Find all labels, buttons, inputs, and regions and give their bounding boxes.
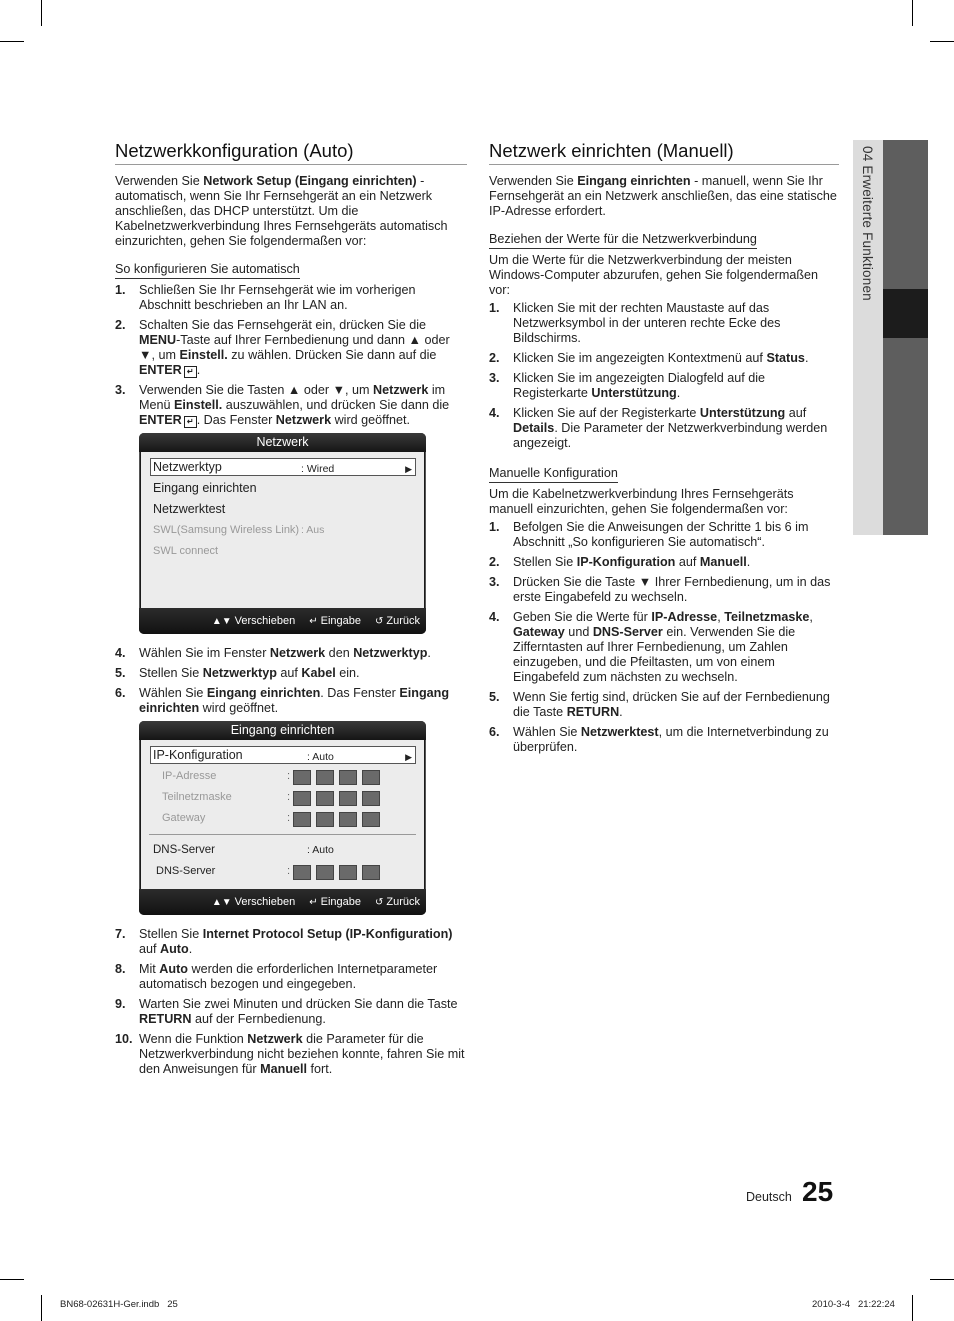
subtitle-manual-config: Manuelle Konfiguration [489,466,618,483]
osd-row-swl: SWL(Samsung Wireless Link) : Aus [153,524,325,536]
osd-row-mask: Teilnetzmaske : [141,786,424,807]
step-item: 5. Stellen Sie Netzwerktyp auf Kabel ein. [115,666,360,680]
values-intro: Um die Werte für die Netzwerkverbindung der meisten Windows-Computer abzurufen, gehen Sie folgendermaßen vor: [489,253,819,297]
osd-footer [139,889,426,915]
step-item: 8. Mit Auto werden die erforderlichen Internetparameter automatisch bezogen und eingegeben. [115,962,438,991]
step-item: 1. Klicken Sie mit der rechten Maustaste auf das Netzwerksymbol in der unteren rechte Ecke des Bildschirms. [489,301,781,345]
footer-language: Deutsch [746,1190,792,1204]
footer-enter: ↵ Eingabe [309,895,361,908]
osd-row-ipconf[interactable]: IP-Konfiguration : Auto ▶ [141,744,424,765]
manual-intro: Um die Kabelnetzwerkverbindung Ihres Fernsehgeräts manuell einzurichten, gehen Sie folgendermaßen vor: [489,487,794,516]
step-item [115,283,467,313]
step-item: 7. Stellen Sie Internet Protocol Setup (IP-Konfiguration) auf Auto. [115,927,453,956]
osd-row-dns[interactable]: DNS-Server : Auto [153,844,334,856]
osd-row-swl-connect: SWL connect [153,545,219,557]
step-item [115,318,467,378]
subtitle-auto: So konfigurieren Sie automatisch [115,262,300,279]
step-item: 3. Drücken Sie die Taste ▼ Ihrer Fernbedienung, um in das erste Eingabefeld zu wechseln. [489,575,831,604]
step-item: 3. Klicken Sie im angezeigten Dialogfeld auf die Registerkarte Unterstützung. [489,371,766,400]
step-item: 2. Stellen Sie IP-Konfiguration auf Manuell. [489,555,751,569]
subtitle-values: Beziehen der Werte für die Netzwerkverbindung [489,232,757,249]
steps-list [115,283,467,428]
step-item: 4. Klicken Sie auf der Registerkarte Unterstützung auf Details. Die Parameter der Netzwerkverbindung werden angezeigt. [489,406,828,450]
enter-icon: ↵ [184,366,197,378]
arrow-right-icon: ▶ [405,752,412,762]
footer-return: ↺ Zurück [374,895,420,908]
arrow-right-icon: ▶ [405,464,412,474]
osd-row-gateway: Gateway : [141,807,424,828]
return-icon: ↺ [374,896,384,908]
page-number: 25 [802,1176,834,1207]
section-title-auto: Netzwerkkonfiguration (Auto) [115,140,467,165]
intro-text: Verwenden Sie [115,174,204,188]
step-item: 4. Wählen Sie im Fenster Netzwerk den Netzwerktyp. [115,646,431,660]
osd-netzwerk [139,433,426,634]
osd-row-dns-ip: DNS-Server : [141,860,424,881]
step-item: 5. Wenn Sie fertig sind, drücken Sie auf der Fernbedienung die Taste RETURN. [489,690,830,719]
intro-bold: Network Setup (Eingang einrichten) [203,174,417,188]
osd-header: Netzwerk [139,433,426,452]
footer-move: ▲▼ Verschieben [211,895,296,908]
side-tab-label: 04 Erweiterte Funktionen [860,146,875,301]
print-file-info: BN68-02631H-Ger.indb 25 [60,1299,178,1310]
step-text: Verwenden Sie die Tasten ▲ oder ▼, um Netzwerk im Menü Einstell. auszuwählen, und drücken Sie dann die ENTER ↵ . Das Fenster Netzwerk wird geöffnet. [139,383,450,427]
step-item: 4. Geben Sie die Werte für IP-Adresse, Teilnetzmaske, Gateway und DNS-Server ein. Verwenden Sie die Zifferntasten auf Ihrer Fernbedienung, um Zahlen einzugeben, und die Pfeiltasten, um von einem Eingabefeld zum nächsten zu wechseln. [489,610,813,684]
osd-eingang-einrichten [139,721,426,915]
step-text: Schließen Sie Ihr Fernsehgerät wie im vorherigen Abschnitt beschrieben an Ihr LAN an. [139,283,416,312]
osd-body [141,452,424,608]
footer-enter: ↵ Eingabe [309,614,361,627]
osd-row-eingang[interactable]: Eingang einrichten [153,481,257,495]
intro-manual: Verwenden Sie Eingang einrichten - manuell, wenn Sie Ihr Fernsehgerät an ein Netzwerk anschließen, das eine statische IP-Adresse erfordert. [489,174,837,218]
osd-header: Eingang einrichten [139,721,426,740]
steps-list [489,301,839,451]
enter-icon: ↵ [184,416,197,428]
osd-row-netzwerktyp[interactable]: Netzwerktyp : Wired ▶ [141,456,424,477]
steps-list [489,520,839,755]
enter-icon: ↵ [309,615,318,627]
right-column [489,140,839,760]
section-title-manual: Netzwerk einrichten (Manuell) [489,140,839,165]
step-item: 2. Klicken Sie im angezeigten Kontextmenü auf Status. [489,351,809,365]
step-item: 9. Warten Sie zwei Minuten und drücken Sie dann die Taste RETURN auf der Fernbedienung. [115,997,458,1026]
step-item: 6. Wählen Sie Eingang einrichten. Das Fenster Eingang einrichten wird geöffnet. [115,686,450,715]
side-tab-active-marker [883,289,928,338]
step-item [115,383,467,428]
step-number: 3. [115,383,126,397]
steps-list [115,646,467,716]
intro-auto [115,174,467,249]
return-icon: ↺ [374,615,384,627]
footer-move: ▲▼ Verschieben [211,614,296,627]
steps-list [115,927,467,1077]
step-number: 2. [115,318,126,332]
step-text: Schalten Sie das Fernsehgerät ein, drücken Sie die MENU-Taste auf Ihrer Fernbedienung und dann ▲ oder ▼, um Einstell. zu wählen. Drücken Sie dann auf die ENTER ↵ . [139,318,450,377]
step-item: 10. Wenn die Funktion Netzwerk die Parameter für die Netzwerkverbindung nicht beziehen konnte, fahren Sie mit den Anweisungen für Manuell fort. [115,1032,465,1076]
footer-return: ↺ Zurück [374,614,420,627]
up-down-icon: ▲▼ [211,896,232,908]
intro-text: - automatisch, wenn Sie Ihr Fernsehgerät an ein Netzwerk anschließen, das DHCP unterstützt. Um die Kabelnetzwerkverbindung Ihres Fernsehgeräts automatisch einzurichten, gehen Sie folgendermaßen vor: [115,174,448,248]
step-item: 1. Befolgen Sie die Anweisungen der Schritte 1 bis 6 im Abschnitt „So konfigurieren Sie automatisch“. [489,520,809,549]
left-column [115,140,467,1082]
osd-row-netzwerktest[interactable]: Netzwerktest [153,502,226,516]
print-date-info: 2010-3-4 21:22:24 [812,1299,895,1310]
osd-row-ip: IP-Adresse : [141,765,424,786]
osd-body [141,740,424,889]
up-down-icon: ▲▼ [211,615,232,627]
step-number: 1. [115,283,126,297]
divider [149,834,416,835]
enter-icon: ↵ [309,896,318,908]
osd-footer [139,608,426,634]
step-item: 6. Wählen Sie Netzwerktest, um die Internetverbindung zu überprüfen. [489,725,829,754]
